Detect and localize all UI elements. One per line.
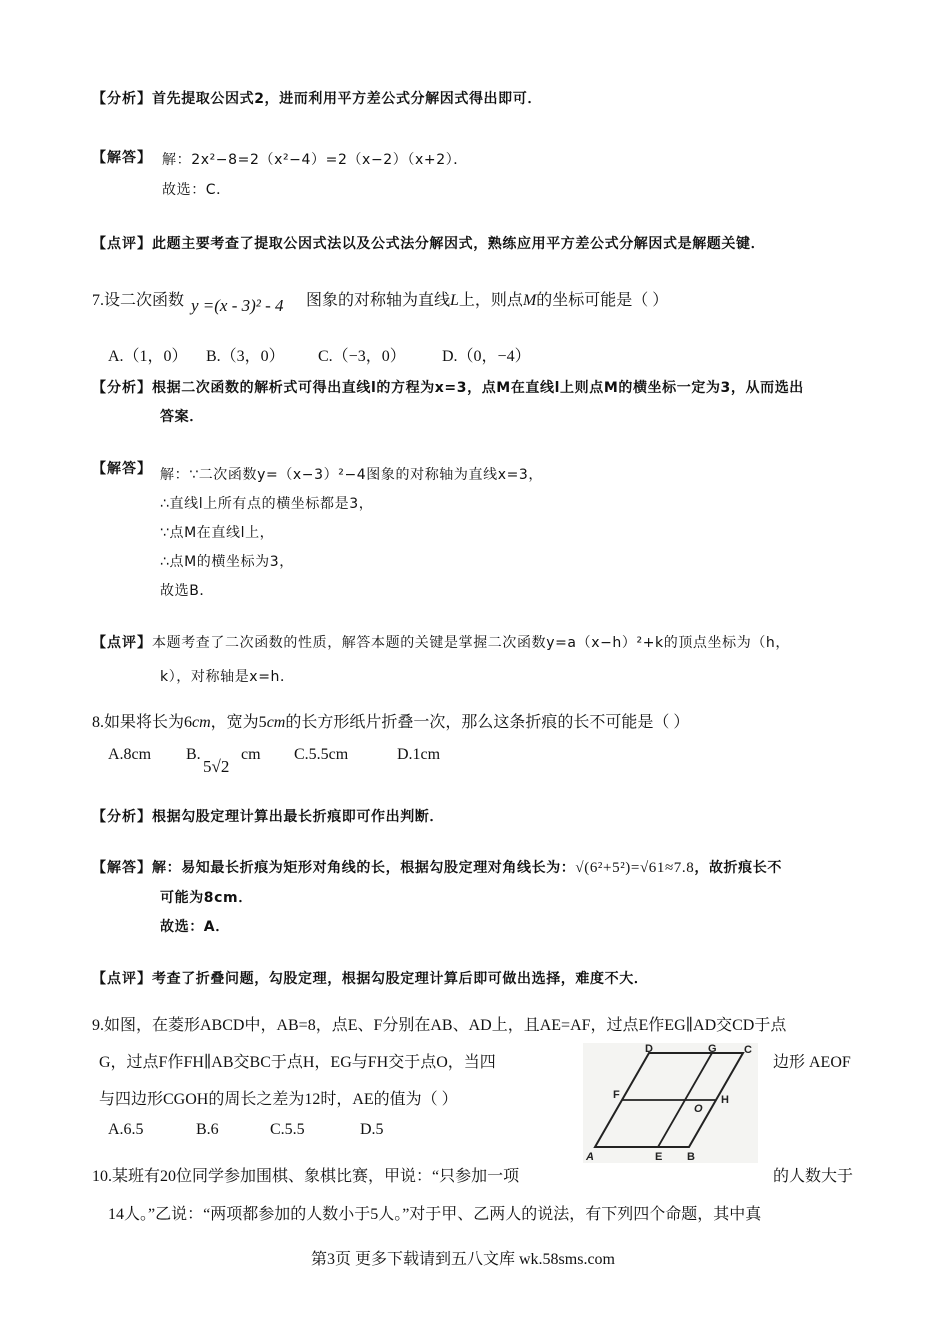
q7-solution-line-4: ∴点M的横坐标为3， <box>160 554 294 570</box>
q8-option-b-math: 5√2 <box>203 757 230 776</box>
q8-option-d: D.1cm <box>397 746 441 763</box>
q10-line-2: 14人。”乙说：“两项都参加的人数小于5人。”对于甲、乙两人的说法，有下列四个命题，其中真 <box>108 1206 762 1223</box>
label-O: O <box>694 1103 703 1115</box>
q8-comment: 【点评】考查了折叠问题，勾股定理，根据勾股定理计算后即可做出选择，难度不大． <box>92 971 649 987</box>
q8-solution-line-3: 故选：A． <box>160 919 230 935</box>
label-H: H <box>721 1094 729 1106</box>
q7-solution-line-2: ∴直线l上所有点的横坐标都是3， <box>160 496 374 512</box>
label-F: F <box>613 1089 620 1101</box>
label-E: E <box>655 1151 663 1163</box>
q8-option-a: A.8cm <box>108 746 152 763</box>
q7-analysis: 【分析】根据二次函数的解析式可得出直线l的方程为x=3，点M在直线l上则点M的横坐标一定为3，从而选出 <box>92 380 804 396</box>
q9-line-1: 9.如图，在菱形ABCD中，AB=8，点E、F分别在AB、AD上，且AE=AF，过点E作EG∥AD交CD于点 <box>92 1017 787 1034</box>
q8-solution-line-1: 【解答】解：易知最长折痕为矩形对角线的长，根据勾股定理对角线长为：√(6²+5²)=√61≈7.8，故折痕长不 <box>92 860 782 876</box>
comment-text: 此题主要考查了提取公因式法以及公式法分解因式，熟练应用平方差公式分解因式是解题关键． <box>152 236 766 252</box>
q9-options <box>108 1121 384 1139</box>
rhombus-figure <box>583 1043 758 1163</box>
q9-option-c: C.5.5 <box>270 1121 305 1138</box>
s6-comment <box>92 233 765 253</box>
q7-option-b: B.（3，0） <box>206 348 285 365</box>
q7-options <box>108 343 531 366</box>
q8-stem: 8.如果将长为6cm，宽为5cm的长方形纸片折叠一次，那么这条折痕的长不可能是（ ） <box>92 714 690 731</box>
q8-solution-line-2: 可能为8cm． <box>160 890 253 906</box>
q8-option-b-unit: cm <box>241 746 261 763</box>
comment-tag: 【点评】 <box>92 236 152 252</box>
q9-option-d: D.5 <box>360 1121 384 1138</box>
q9-option-a: A.6.5 <box>108 1121 144 1138</box>
q7-solution-line-1: 解：∵二次函数y=（x−3）²−4图象的对称轴为直线x=3， <box>160 467 544 483</box>
q7-option-c: C.（−3，0） <box>318 348 406 365</box>
q7-option-a: A.（1，0） <box>108 348 188 365</box>
q9-option-b: B.6 <box>196 1121 219 1138</box>
s6-analysis <box>92 88 542 108</box>
label-G: G <box>708 1043 717 1055</box>
q8-option-b: B. <box>186 746 201 763</box>
s6-solution-line-2: 故选：C． <box>162 182 231 198</box>
q9-line-2-right: 边形 AEOF <box>773 1054 851 1071</box>
q7-solution-line-3: ∵点M在直线l上， <box>160 525 275 541</box>
q7-formula: y =(x - 3)² - 4 <box>191 296 284 315</box>
q10-line-1: 10.某班有20位同学参加围棋、象棋比赛，甲说：“只参加一项 <box>92 1168 520 1185</box>
analysis-tag: 【分析】 <box>92 91 152 107</box>
q7-stem: 7.设二次函数 <box>92 292 185 309</box>
page-footer: 第3页 更多下载请到五八文库 wk.58sms.com <box>311 1251 616 1268</box>
s6-solution-line-1: 解：2x²−8=2（x²−4）=2（x−2）（x+2）． <box>162 152 468 168</box>
q7-stem-rest: 图象的对称轴为直线L上，则点M的坐标可能是（ ） <box>306 292 669 309</box>
q9-line-2: G，过点F作FH∥AB交BC于点H，EG与FH交于点O，当四 <box>99 1054 496 1071</box>
s6-solution-tag: 【解答】 <box>92 150 152 166</box>
q8-solution-formula: √(6²+5²)=√61≈7.8 <box>575 860 695 876</box>
q7-analysis-line-2: 答案． <box>160 409 204 425</box>
label-D: D <box>645 1043 653 1055</box>
q10-line-1-right: 的人数大于 <box>773 1168 854 1185</box>
q9-line-3: 与四边形CGOH的周长之差为12时，AE的值为（ ） <box>99 1091 458 1108</box>
label-A: A <box>586 1151 594 1163</box>
q8-option-c: C.5.5cm <box>294 746 349 763</box>
q7-solution-line-5: 故选B． <box>160 583 215 599</box>
label-B: B <box>687 1151 695 1163</box>
analysis-text: 首先提取公因式2，进而利用平方差公式分解因式得出即可． <box>152 91 542 107</box>
q8-analysis: 【分析】根据勾股定理计算出最长折痕即可作出判断． <box>92 809 444 825</box>
q7-option-d: D.（0，−4） <box>442 348 531 365</box>
q7-solution-tag: 【解答】 <box>92 461 152 477</box>
q7-comment-line-2: k），对称轴是x=h． <box>160 669 295 685</box>
label-C: C <box>744 1044 752 1056</box>
q7-comment: 【点评】本题考查了二次函数的性质，解答本题的关键是掌握二次函数y=a（x−h）²+k的顶点坐标为（h， <box>92 635 791 651</box>
